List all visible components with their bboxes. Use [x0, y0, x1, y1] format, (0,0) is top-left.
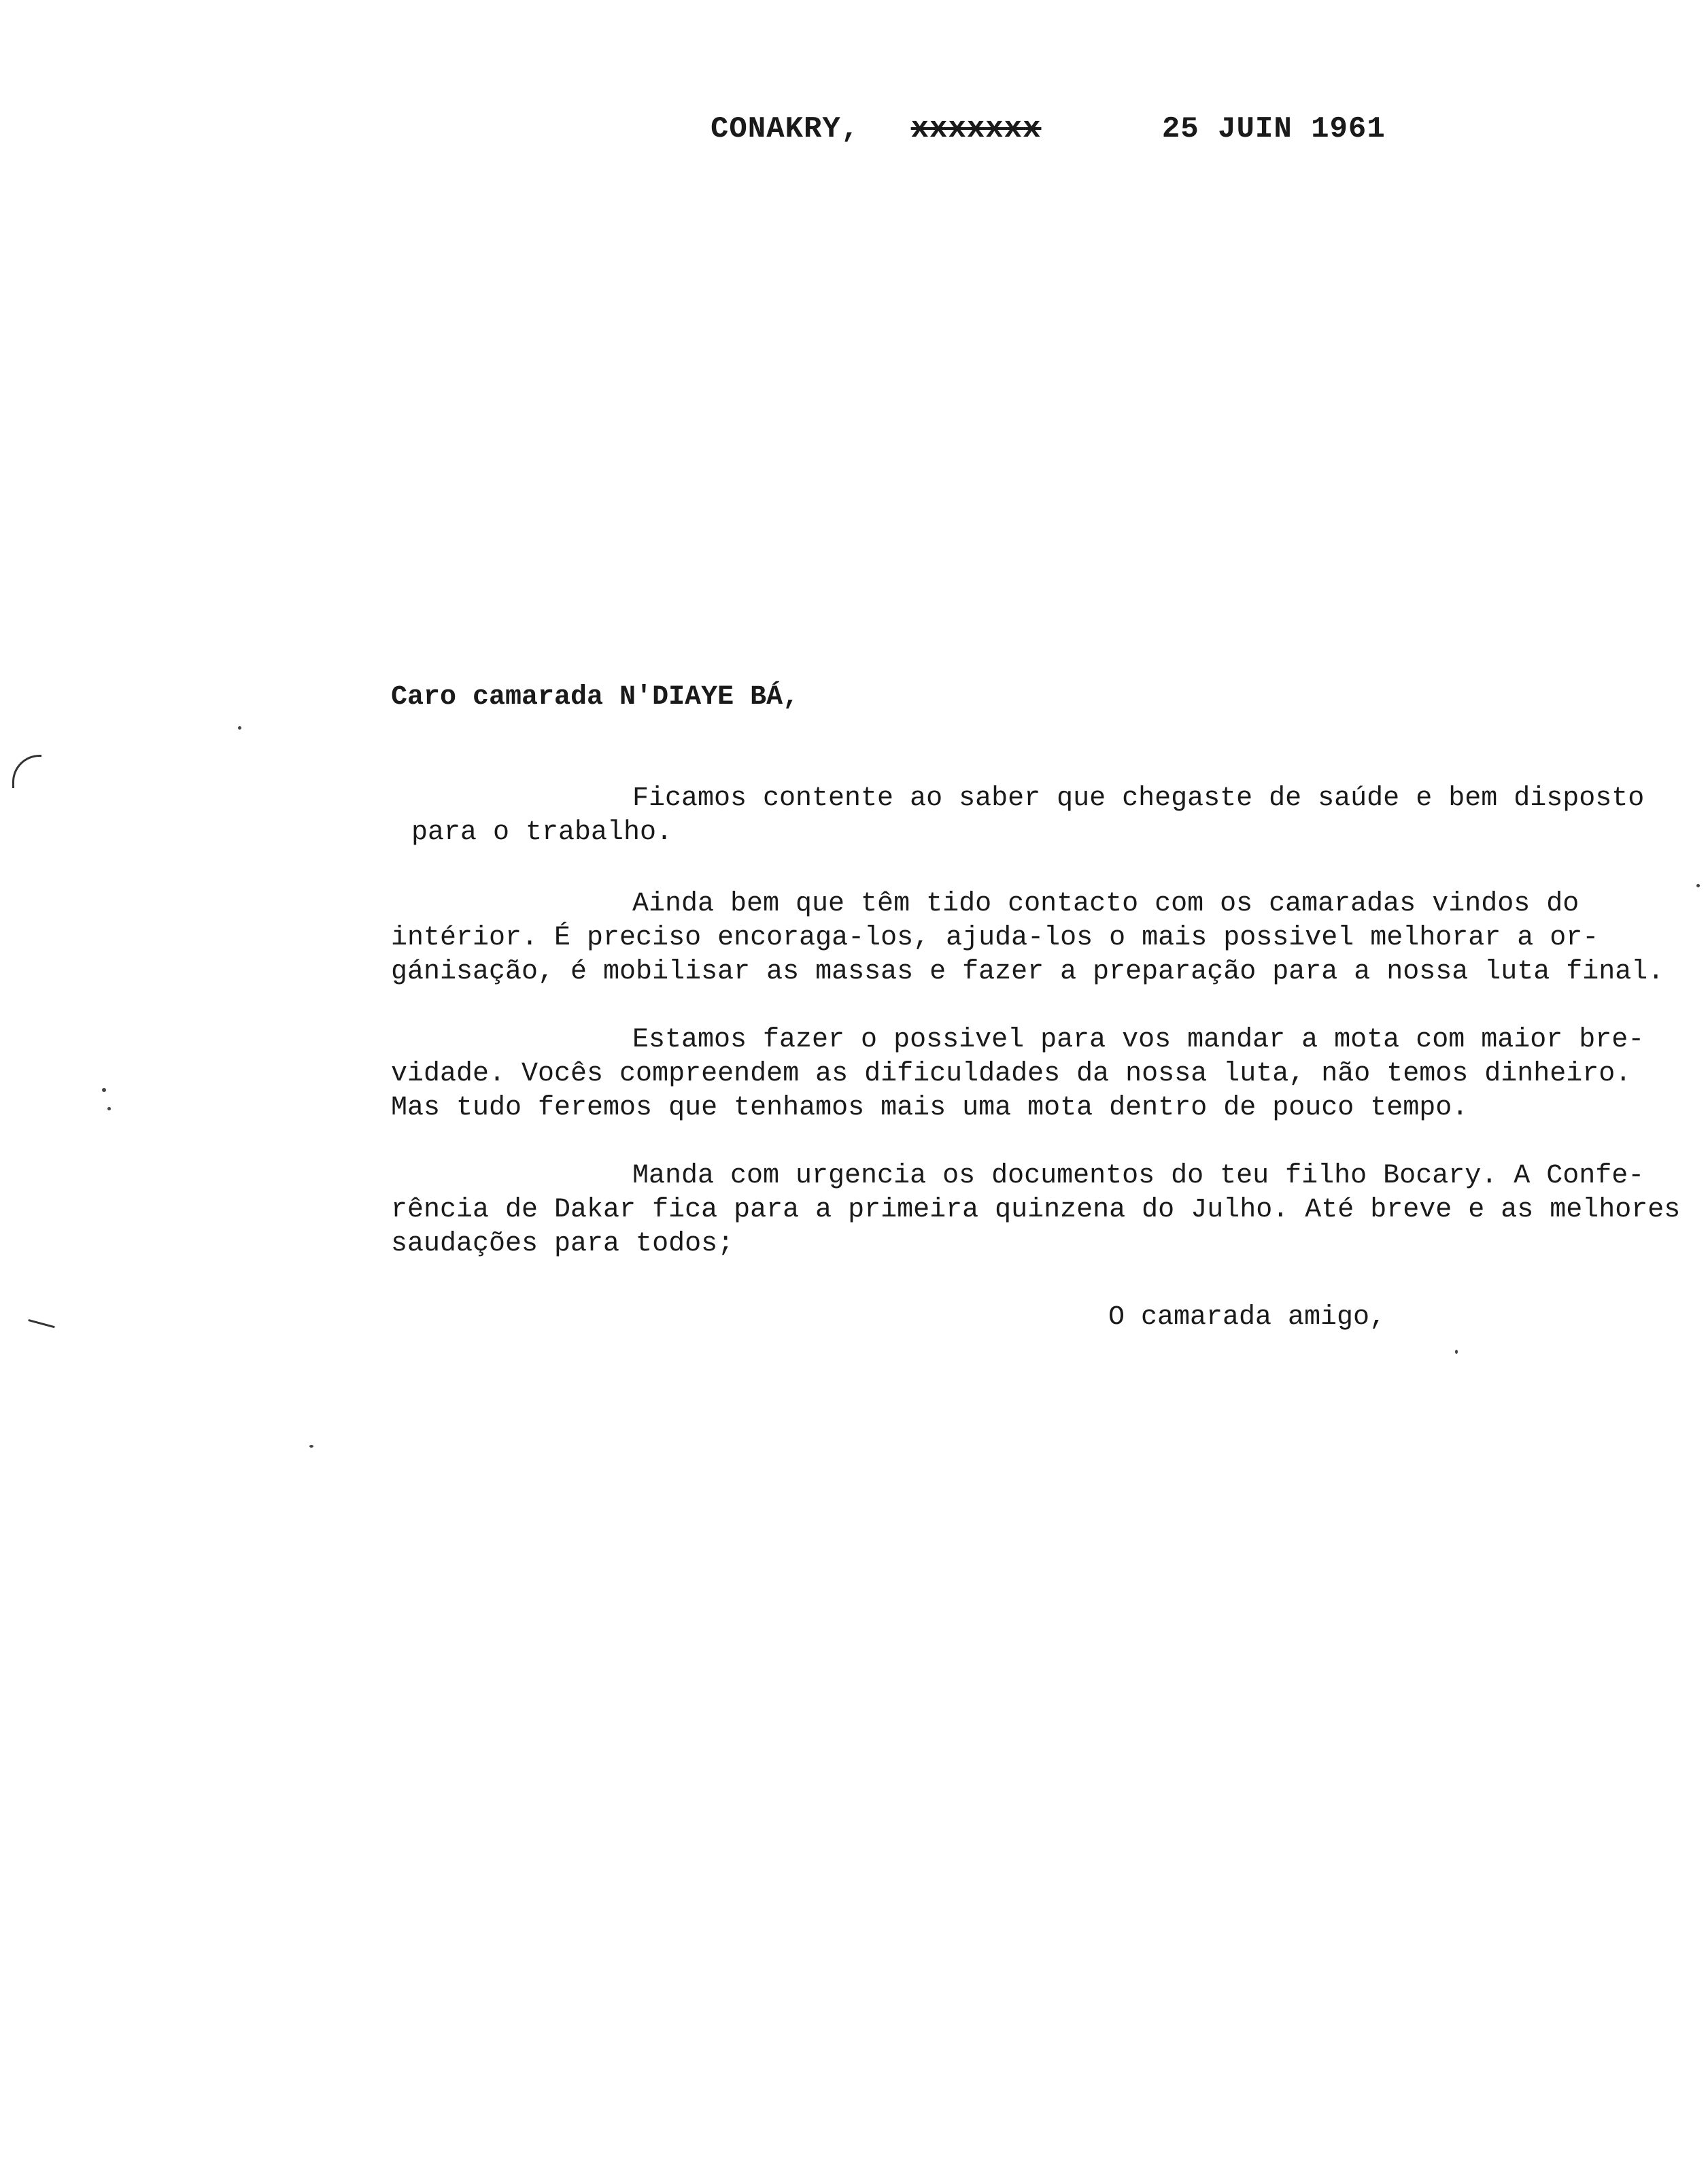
paragraph-line: Manda com urgencia os documentos do teu filho Bocary. A Confe-	[632, 1161, 1645, 1191]
scan-mark	[27, 1319, 54, 1333]
scan-speck	[1455, 1350, 1458, 1354]
paragraph-line: gánisação, é mobilisar as massas e fazer a preparação para a nossa luta final.	[391, 957, 1664, 987]
salutation: Caro camarada N'DIAYE BÁ,	[391, 682, 800, 713]
header-date: 25 JUIN 1961	[1161, 112, 1386, 146]
paragraph-line: para o trabalho.	[411, 817, 673, 848]
paragraph-line: Estamos fazer o possivel para vos mandar a mota com maior bre-	[632, 1025, 1645, 1055]
paragraph-2	[391, 887, 1664, 989]
header-place: CONAKRY,	[711, 112, 860, 146]
paragraph-line: saudações para todos;	[391, 1229, 734, 1259]
paragraph-line: rência de Dakar fica para a primeira quinzena do Julho. Até breve e as melhores	[391, 1195, 1681, 1225]
scan-speck	[102, 1088, 106, 1092]
paragraph-line: intérior. É preciso encoraga-los, ajuda-los o mais possivel melhorar a or-	[391, 923, 1599, 953]
scan-speck	[1696, 884, 1700, 887]
paragraph-1	[391, 782, 1644, 850]
scan-speck	[107, 1107, 111, 1110]
paragraph-line: vidade. Vocês compreendem as dificuldades da nossa luta, não temos dinheiro.	[391, 1059, 1632, 1089]
paragraph-line: Ficamos contente ao saber que chegaste de saúde e bem disposto	[632, 783, 1645, 814]
letter-header	[711, 112, 1386, 146]
scan-speck	[238, 726, 241, 730]
header-struck-text: xxxxxxx	[910, 112, 1042, 146]
paragraph-4	[391, 1159, 1680, 1261]
scan-speck	[309, 1445, 313, 1448]
closing: O camarada amigo,	[1108, 1302, 1386, 1333]
paragraph-line: Ainda bem que têm tido contacto com os camaradas vindos do	[632, 889, 1579, 919]
scan-mark	[12, 755, 41, 788]
paragraph-line: Mas tudo feremos que tenhamos mais uma mota dentro de pouco tempo.	[391, 1093, 1469, 1123]
paragraph-3	[391, 1023, 1644, 1125]
